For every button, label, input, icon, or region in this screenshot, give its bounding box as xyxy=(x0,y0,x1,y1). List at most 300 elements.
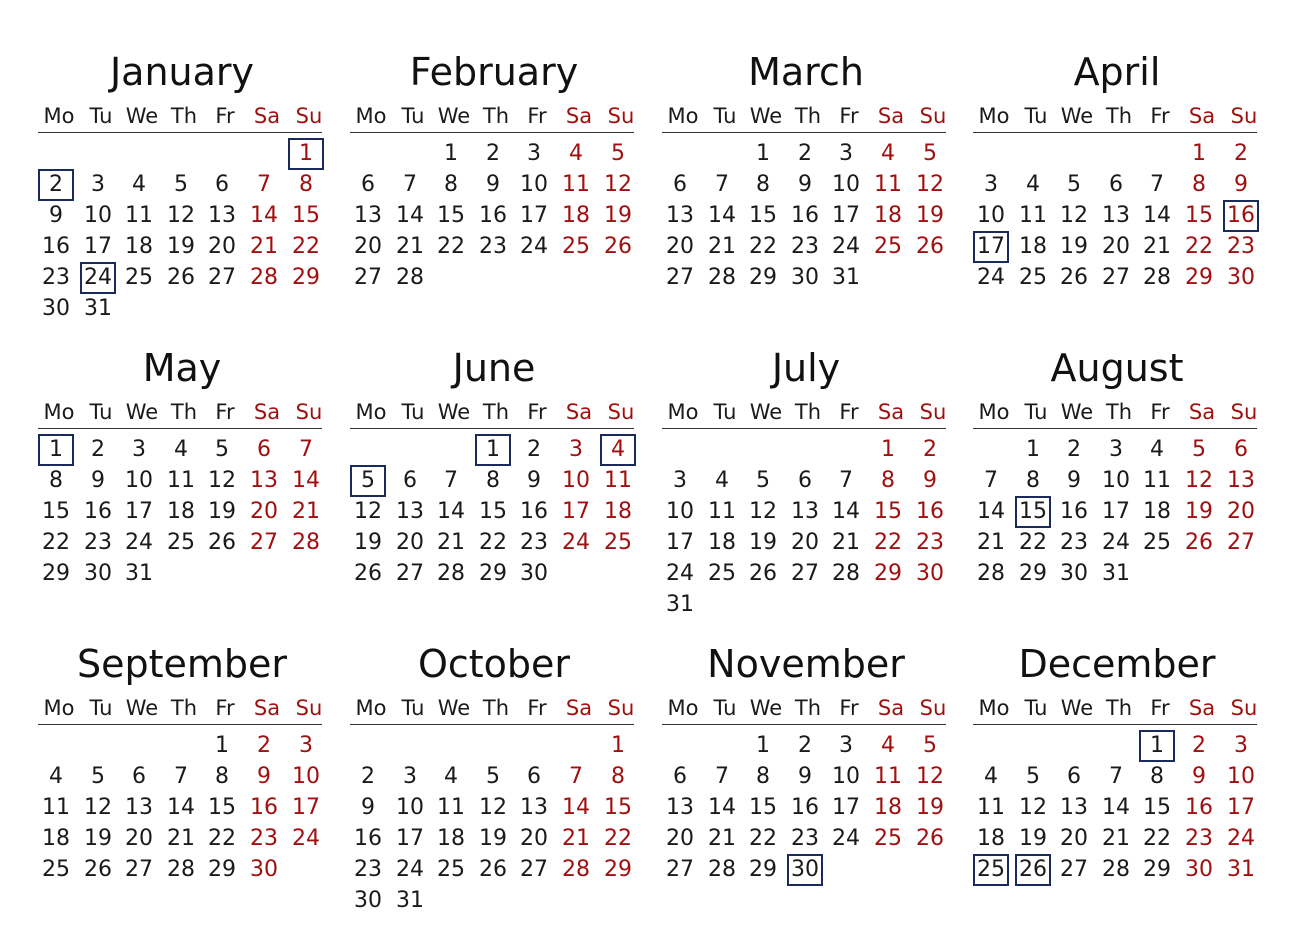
day-11[interactable]: 11 xyxy=(562,172,590,197)
day-30[interactable]: 30 xyxy=(250,857,278,882)
day-24[interactable]: 24 xyxy=(1227,826,1255,851)
day-17[interactable]: 17 xyxy=(562,499,590,524)
day-18[interactable]: 18 xyxy=(42,826,70,851)
day-10[interactable]: 10 xyxy=(520,172,548,197)
day-5[interactable]: 5 xyxy=(923,141,937,166)
day-9[interactable]: 9 xyxy=(1192,764,1206,789)
day-27[interactable]: 27 xyxy=(125,857,153,882)
day-22[interactable]: 22 xyxy=(292,234,320,259)
day-30[interactable]: 30 xyxy=(787,854,823,886)
day-16[interactable]: 16 xyxy=(1060,499,1088,524)
day-14[interactable]: 14 xyxy=(562,795,590,820)
day-16[interactable]: 16 xyxy=(479,203,507,228)
day-17[interactable]: 17 xyxy=(973,231,1009,263)
day-25[interactable]: 25 xyxy=(437,857,465,882)
day-1[interactable]: 1 xyxy=(881,437,895,462)
day-6[interactable]: 6 xyxy=(1067,764,1081,789)
day-24[interactable]: 24 xyxy=(292,826,320,851)
day-5[interactable]: 5 xyxy=(611,141,625,166)
day-15[interactable]: 15 xyxy=(208,795,236,820)
day-17[interactable]: 17 xyxy=(832,203,860,228)
day-2[interactable]: 2 xyxy=(1192,733,1206,758)
day-17[interactable]: 17 xyxy=(292,795,320,820)
day-31[interactable]: 31 xyxy=(1102,561,1130,586)
day-4[interactable]: 4 xyxy=(715,468,729,493)
day-9[interactable]: 9 xyxy=(49,203,63,228)
day-17[interactable]: 17 xyxy=(84,234,112,259)
day-3[interactable]: 3 xyxy=(91,172,105,197)
day-27[interactable]: 27 xyxy=(208,265,236,290)
day-14[interactable]: 14 xyxy=(708,203,736,228)
day-12[interactable]: 12 xyxy=(479,795,507,820)
day-19[interactable]: 19 xyxy=(749,530,777,555)
day-6[interactable]: 6 xyxy=(1234,437,1248,462)
day-4[interactable]: 4 xyxy=(444,764,458,789)
day-6[interactable]: 6 xyxy=(1109,172,1123,197)
day-19[interactable]: 19 xyxy=(1019,826,1047,851)
day-20[interactable]: 20 xyxy=(208,234,236,259)
day-12[interactable]: 12 xyxy=(84,795,112,820)
day-20[interactable]: 20 xyxy=(396,530,424,555)
day-8[interactable]: 8 xyxy=(756,172,770,197)
day-22[interactable]: 22 xyxy=(1143,826,1171,851)
day-23[interactable]: 23 xyxy=(42,265,70,290)
day-16[interactable]: 16 xyxy=(84,499,112,524)
day-4[interactable]: 4 xyxy=(1026,172,1040,197)
day-9[interactable]: 9 xyxy=(798,172,812,197)
day-21[interactable]: 21 xyxy=(708,234,736,259)
day-14[interactable]: 14 xyxy=(1143,203,1171,228)
day-7[interactable]: 7 xyxy=(569,764,583,789)
day-18[interactable]: 18 xyxy=(708,530,736,555)
day-9[interactable]: 9 xyxy=(361,795,375,820)
day-15[interactable]: 15 xyxy=(1015,496,1051,528)
day-1[interactable]: 1 xyxy=(38,434,74,466)
day-24[interactable]: 24 xyxy=(125,530,153,555)
day-3[interactable]: 3 xyxy=(1234,733,1248,758)
day-2[interactable]: 2 xyxy=(1234,141,1248,166)
day-4[interactable]: 4 xyxy=(174,437,188,462)
day-16[interactable]: 16 xyxy=(916,499,944,524)
day-6[interactable]: 6 xyxy=(673,172,687,197)
day-28[interactable]: 28 xyxy=(396,265,424,290)
day-6[interactable]: 6 xyxy=(527,764,541,789)
day-20[interactable]: 20 xyxy=(1102,234,1130,259)
day-20[interactable]: 20 xyxy=(354,234,382,259)
day-9[interactable]: 9 xyxy=(486,172,500,197)
day-25[interactable]: 25 xyxy=(604,530,632,555)
day-8[interactable]: 8 xyxy=(1150,764,1164,789)
day-31[interactable]: 31 xyxy=(1227,857,1255,882)
day-27[interactable]: 27 xyxy=(791,561,819,586)
day-17[interactable]: 17 xyxy=(1102,499,1130,524)
day-21[interactable]: 21 xyxy=(250,234,278,259)
day-24[interactable]: 24 xyxy=(832,234,860,259)
day-27[interactable]: 27 xyxy=(250,530,278,555)
day-27[interactable]: 27 xyxy=(396,561,424,586)
day-12[interactable]: 12 xyxy=(167,203,195,228)
day-8[interactable]: 8 xyxy=(486,468,500,493)
day-1[interactable]: 1 xyxy=(288,138,324,170)
day-2[interactable]: 2 xyxy=(527,437,541,462)
day-9[interactable]: 9 xyxy=(1234,172,1248,197)
day-10[interactable]: 10 xyxy=(292,764,320,789)
day-28[interactable]: 28 xyxy=(708,265,736,290)
day-16[interactable]: 16 xyxy=(791,795,819,820)
day-23[interactable]: 23 xyxy=(1227,234,1255,259)
day-20[interactable]: 20 xyxy=(791,530,819,555)
day-9[interactable]: 9 xyxy=(798,764,812,789)
day-23[interactable]: 23 xyxy=(1060,530,1088,555)
day-16[interactable]: 16 xyxy=(520,499,548,524)
day-11[interactable]: 11 xyxy=(604,468,632,493)
day-13[interactable]: 13 xyxy=(1227,468,1255,493)
day-3[interactable]: 3 xyxy=(403,764,417,789)
day-25[interactable]: 25 xyxy=(874,234,902,259)
day-5[interactable]: 5 xyxy=(1067,172,1081,197)
day-24[interactable]: 24 xyxy=(666,561,694,586)
day-25[interactable]: 25 xyxy=(973,854,1009,886)
day-24[interactable]: 24 xyxy=(520,234,548,259)
day-19[interactable]: 19 xyxy=(1185,499,1213,524)
day-21[interactable]: 21 xyxy=(977,530,1005,555)
day-20[interactable]: 20 xyxy=(125,826,153,851)
day-10[interactable]: 10 xyxy=(666,499,694,524)
day-29[interactable]: 29 xyxy=(208,857,236,882)
day-17[interactable]: 17 xyxy=(125,499,153,524)
day-7[interactable]: 7 xyxy=(839,468,853,493)
day-6[interactable]: 6 xyxy=(403,468,417,493)
day-5[interactable]: 5 xyxy=(923,733,937,758)
day-23[interactable]: 23 xyxy=(354,857,382,882)
day-21[interactable]: 21 xyxy=(167,826,195,851)
day-5[interactable]: 5 xyxy=(350,465,386,497)
day-19[interactable]: 19 xyxy=(354,530,382,555)
day-29[interactable]: 29 xyxy=(42,561,70,586)
day-26[interactable]: 26 xyxy=(604,234,632,259)
day-5[interactable]: 5 xyxy=(486,764,500,789)
day-4[interactable]: 4 xyxy=(569,141,583,166)
day-11[interactable]: 11 xyxy=(167,468,195,493)
day-15[interactable]: 15 xyxy=(1185,203,1213,228)
day-6[interactable]: 6 xyxy=(257,437,271,462)
day-10[interactable]: 10 xyxy=(396,795,424,820)
day-30[interactable]: 30 xyxy=(84,561,112,586)
day-25[interactable]: 25 xyxy=(708,561,736,586)
day-11[interactable]: 11 xyxy=(874,172,902,197)
day-26[interactable]: 26 xyxy=(84,857,112,882)
day-27[interactable]: 27 xyxy=(1060,857,1088,882)
day-30[interactable]: 30 xyxy=(1227,265,1255,290)
day-26[interactable]: 26 xyxy=(1015,854,1051,886)
day-18[interactable]: 18 xyxy=(1143,499,1171,524)
day-10[interactable]: 10 xyxy=(1227,764,1255,789)
day-27[interactable]: 27 xyxy=(1102,265,1130,290)
day-6[interactable]: 6 xyxy=(673,764,687,789)
day-10[interactable]: 10 xyxy=(977,203,1005,228)
day-1[interactable]: 1 xyxy=(444,141,458,166)
day-10[interactable]: 10 xyxy=(832,764,860,789)
day-31[interactable]: 31 xyxy=(666,592,694,617)
day-12[interactable]: 12 xyxy=(208,468,236,493)
day-21[interactable]: 21 xyxy=(708,826,736,851)
day-27[interactable]: 27 xyxy=(354,265,382,290)
day-23[interactable]: 23 xyxy=(916,530,944,555)
day-29[interactable]: 29 xyxy=(1143,857,1171,882)
day-7[interactable]: 7 xyxy=(715,172,729,197)
day-12[interactable]: 12 xyxy=(1060,203,1088,228)
day-13[interactable]: 13 xyxy=(520,795,548,820)
day-13[interactable]: 13 xyxy=(1102,203,1130,228)
day-13[interactable]: 13 xyxy=(1060,795,1088,820)
day-30[interactable]: 30 xyxy=(520,561,548,586)
day-1[interactable]: 1 xyxy=(1192,141,1206,166)
day-21[interactable]: 21 xyxy=(292,499,320,524)
day-30[interactable]: 30 xyxy=(1185,857,1213,882)
day-27[interactable]: 27 xyxy=(666,857,694,882)
day-22[interactable]: 22 xyxy=(874,530,902,555)
day-13[interactable]: 13 xyxy=(666,795,694,820)
day-17[interactable]: 17 xyxy=(832,795,860,820)
day-18[interactable]: 18 xyxy=(977,826,1005,851)
day-29[interactable]: 29 xyxy=(749,857,777,882)
day-26[interactable]: 26 xyxy=(354,561,382,586)
day-14[interactable]: 14 xyxy=(167,795,195,820)
day-8[interactable]: 8 xyxy=(215,764,229,789)
day-9[interactable]: 9 xyxy=(1067,468,1081,493)
day-30[interactable]: 30 xyxy=(916,561,944,586)
day-6[interactable]: 6 xyxy=(361,172,375,197)
day-31[interactable]: 31 xyxy=(125,561,153,586)
day-20[interactable]: 20 xyxy=(520,826,548,851)
day-12[interactable]: 12 xyxy=(916,172,944,197)
day-23[interactable]: 23 xyxy=(791,826,819,851)
day-11[interactable]: 11 xyxy=(437,795,465,820)
day-25[interactable]: 25 xyxy=(42,857,70,882)
day-7[interactable]: 7 xyxy=(444,468,458,493)
day-17[interactable]: 17 xyxy=(666,530,694,555)
day-20[interactable]: 20 xyxy=(666,826,694,851)
day-26[interactable]: 26 xyxy=(1060,265,1088,290)
day-16[interactable]: 16 xyxy=(791,203,819,228)
day-24[interactable]: 24 xyxy=(832,826,860,851)
day-19[interactable]: 19 xyxy=(208,499,236,524)
day-28[interactable]: 28 xyxy=(708,857,736,882)
day-13[interactable]: 13 xyxy=(208,203,236,228)
day-22[interactable]: 22 xyxy=(42,530,70,555)
day-27[interactable]: 27 xyxy=(520,857,548,882)
day-14[interactable]: 14 xyxy=(1102,795,1130,820)
day-15[interactable]: 15 xyxy=(479,499,507,524)
day-14[interactable]: 14 xyxy=(832,499,860,524)
day-4[interactable]: 4 xyxy=(49,764,63,789)
day-4[interactable]: 4 xyxy=(132,172,146,197)
day-18[interactable]: 18 xyxy=(874,203,902,228)
day-8[interactable]: 8 xyxy=(611,764,625,789)
day-23[interactable]: 23 xyxy=(791,234,819,259)
day-12[interactable]: 12 xyxy=(1185,468,1213,493)
day-3[interactable]: 3 xyxy=(299,733,313,758)
day-29[interactable]: 29 xyxy=(749,265,777,290)
day-14[interactable]: 14 xyxy=(708,795,736,820)
day-10[interactable]: 10 xyxy=(562,468,590,493)
day-16[interactable]: 16 xyxy=(42,234,70,259)
day-25[interactable]: 25 xyxy=(1019,265,1047,290)
day-22[interactable]: 22 xyxy=(749,826,777,851)
day-22[interactable]: 22 xyxy=(479,530,507,555)
day-28[interactable]: 28 xyxy=(292,530,320,555)
day-5[interactable]: 5 xyxy=(215,437,229,462)
day-1[interactable]: 1 xyxy=(611,733,625,758)
day-10[interactable]: 10 xyxy=(1102,468,1130,493)
day-6[interactable]: 6 xyxy=(215,172,229,197)
day-22[interactable]: 22 xyxy=(208,826,236,851)
day-19[interactable]: 19 xyxy=(1060,234,1088,259)
day-12[interactable]: 12 xyxy=(604,172,632,197)
day-25[interactable]: 25 xyxy=(1143,530,1171,555)
day-25[interactable]: 25 xyxy=(562,234,590,259)
day-18[interactable]: 18 xyxy=(437,826,465,851)
day-28[interactable]: 28 xyxy=(250,265,278,290)
day-26[interactable]: 26 xyxy=(749,561,777,586)
day-15[interactable]: 15 xyxy=(437,203,465,228)
day-7[interactable]: 7 xyxy=(174,764,188,789)
day-19[interactable]: 19 xyxy=(167,234,195,259)
day-4[interactable]: 4 xyxy=(881,733,895,758)
day-21[interactable]: 21 xyxy=(396,234,424,259)
day-18[interactable]: 18 xyxy=(1019,234,1047,259)
day-8[interactable]: 8 xyxy=(1026,468,1040,493)
day-3[interactable]: 3 xyxy=(839,141,853,166)
day-21[interactable]: 21 xyxy=(437,530,465,555)
day-24[interactable]: 24 xyxy=(80,262,116,294)
day-8[interactable]: 8 xyxy=(881,468,895,493)
day-12[interactable]: 12 xyxy=(749,499,777,524)
day-24[interactable]: 24 xyxy=(1102,530,1130,555)
day-25[interactable]: 25 xyxy=(167,530,195,555)
day-4[interactable]: 4 xyxy=(984,764,998,789)
day-23[interactable]: 23 xyxy=(479,234,507,259)
day-4[interactable]: 4 xyxy=(600,434,636,466)
day-23[interactable]: 23 xyxy=(250,826,278,851)
day-11[interactable]: 11 xyxy=(42,795,70,820)
day-28[interactable]: 28 xyxy=(1102,857,1130,882)
day-5[interactable]: 5 xyxy=(91,764,105,789)
day-26[interactable]: 26 xyxy=(916,234,944,259)
day-28[interactable]: 28 xyxy=(832,561,860,586)
day-13[interactable]: 13 xyxy=(354,203,382,228)
day-30[interactable]: 30 xyxy=(42,296,70,321)
day-6[interactable]: 6 xyxy=(798,468,812,493)
day-29[interactable]: 29 xyxy=(874,561,902,586)
day-24[interactable]: 24 xyxy=(396,857,424,882)
day-19[interactable]: 19 xyxy=(604,203,632,228)
day-9[interactable]: 9 xyxy=(91,468,105,493)
day-2[interactable]: 2 xyxy=(923,437,937,462)
day-15[interactable]: 15 xyxy=(1143,795,1171,820)
day-1[interactable]: 1 xyxy=(756,733,770,758)
day-28[interactable]: 28 xyxy=(1143,265,1171,290)
day-1[interactable]: 1 xyxy=(1139,730,1175,762)
day-28[interactable]: 28 xyxy=(977,561,1005,586)
day-29[interactable]: 29 xyxy=(604,857,632,882)
day-11[interactable]: 11 xyxy=(125,203,153,228)
day-2[interactable]: 2 xyxy=(486,141,500,166)
day-23[interactable]: 23 xyxy=(84,530,112,555)
day-14[interactable]: 14 xyxy=(437,499,465,524)
day-25[interactable]: 25 xyxy=(125,265,153,290)
day-9[interactable]: 9 xyxy=(527,468,541,493)
day-31[interactable]: 31 xyxy=(396,888,424,913)
day-27[interactable]: 27 xyxy=(1227,530,1255,555)
day-14[interactable]: 14 xyxy=(250,203,278,228)
day-1[interactable]: 1 xyxy=(1026,437,1040,462)
day-3[interactable]: 3 xyxy=(839,733,853,758)
day-3[interactable]: 3 xyxy=(527,141,541,166)
day-8[interactable]: 8 xyxy=(444,172,458,197)
day-9[interactable]: 9 xyxy=(923,468,937,493)
day-8[interactable]: 8 xyxy=(756,764,770,789)
day-7[interactable]: 7 xyxy=(984,468,998,493)
day-17[interactable]: 17 xyxy=(1227,795,1255,820)
day-7[interactable]: 7 xyxy=(1109,764,1123,789)
day-5[interactable]: 5 xyxy=(174,172,188,197)
day-10[interactable]: 10 xyxy=(84,203,112,228)
day-2[interactable]: 2 xyxy=(91,437,105,462)
day-14[interactable]: 14 xyxy=(292,468,320,493)
day-26[interactable]: 26 xyxy=(479,857,507,882)
day-22[interactable]: 22 xyxy=(1185,234,1213,259)
day-2[interactable]: 2 xyxy=(1067,437,1081,462)
day-18[interactable]: 18 xyxy=(167,499,195,524)
day-18[interactable]: 18 xyxy=(562,203,590,228)
day-29[interactable]: 29 xyxy=(292,265,320,290)
day-3[interactable]: 3 xyxy=(984,172,998,197)
day-12[interactable]: 12 xyxy=(354,499,382,524)
day-12[interactable]: 12 xyxy=(1019,795,1047,820)
day-23[interactable]: 23 xyxy=(1185,826,1213,851)
day-30[interactable]: 30 xyxy=(1060,561,1088,586)
day-26[interactable]: 26 xyxy=(916,826,944,851)
day-13[interactable]: 13 xyxy=(125,795,153,820)
day-22[interactable]: 22 xyxy=(604,826,632,851)
day-30[interactable]: 30 xyxy=(354,888,382,913)
day-18[interactable]: 18 xyxy=(874,795,902,820)
day-2[interactable]: 2 xyxy=(361,764,375,789)
day-21[interactable]: 21 xyxy=(832,530,860,555)
day-9[interactable]: 9 xyxy=(257,764,271,789)
day-30[interactable]: 30 xyxy=(791,265,819,290)
day-19[interactable]: 19 xyxy=(916,795,944,820)
day-19[interactable]: 19 xyxy=(84,826,112,851)
day-14[interactable]: 14 xyxy=(977,499,1005,524)
day-23[interactable]: 23 xyxy=(520,530,548,555)
day-17[interactable]: 17 xyxy=(520,203,548,228)
day-16[interactable]: 16 xyxy=(354,826,382,851)
day-21[interactable]: 21 xyxy=(1143,234,1171,259)
day-26[interactable]: 26 xyxy=(208,530,236,555)
day-21[interactable]: 21 xyxy=(1102,826,1130,851)
day-5[interactable]: 5 xyxy=(1192,437,1206,462)
day-16[interactable]: 16 xyxy=(250,795,278,820)
day-13[interactable]: 13 xyxy=(666,203,694,228)
day-7[interactable]: 7 xyxy=(1150,172,1164,197)
day-13[interactable]: 13 xyxy=(396,499,424,524)
day-22[interactable]: 22 xyxy=(437,234,465,259)
day-7[interactable]: 7 xyxy=(299,437,313,462)
day-11[interactable]: 11 xyxy=(708,499,736,524)
day-17[interactable]: 17 xyxy=(396,826,424,851)
